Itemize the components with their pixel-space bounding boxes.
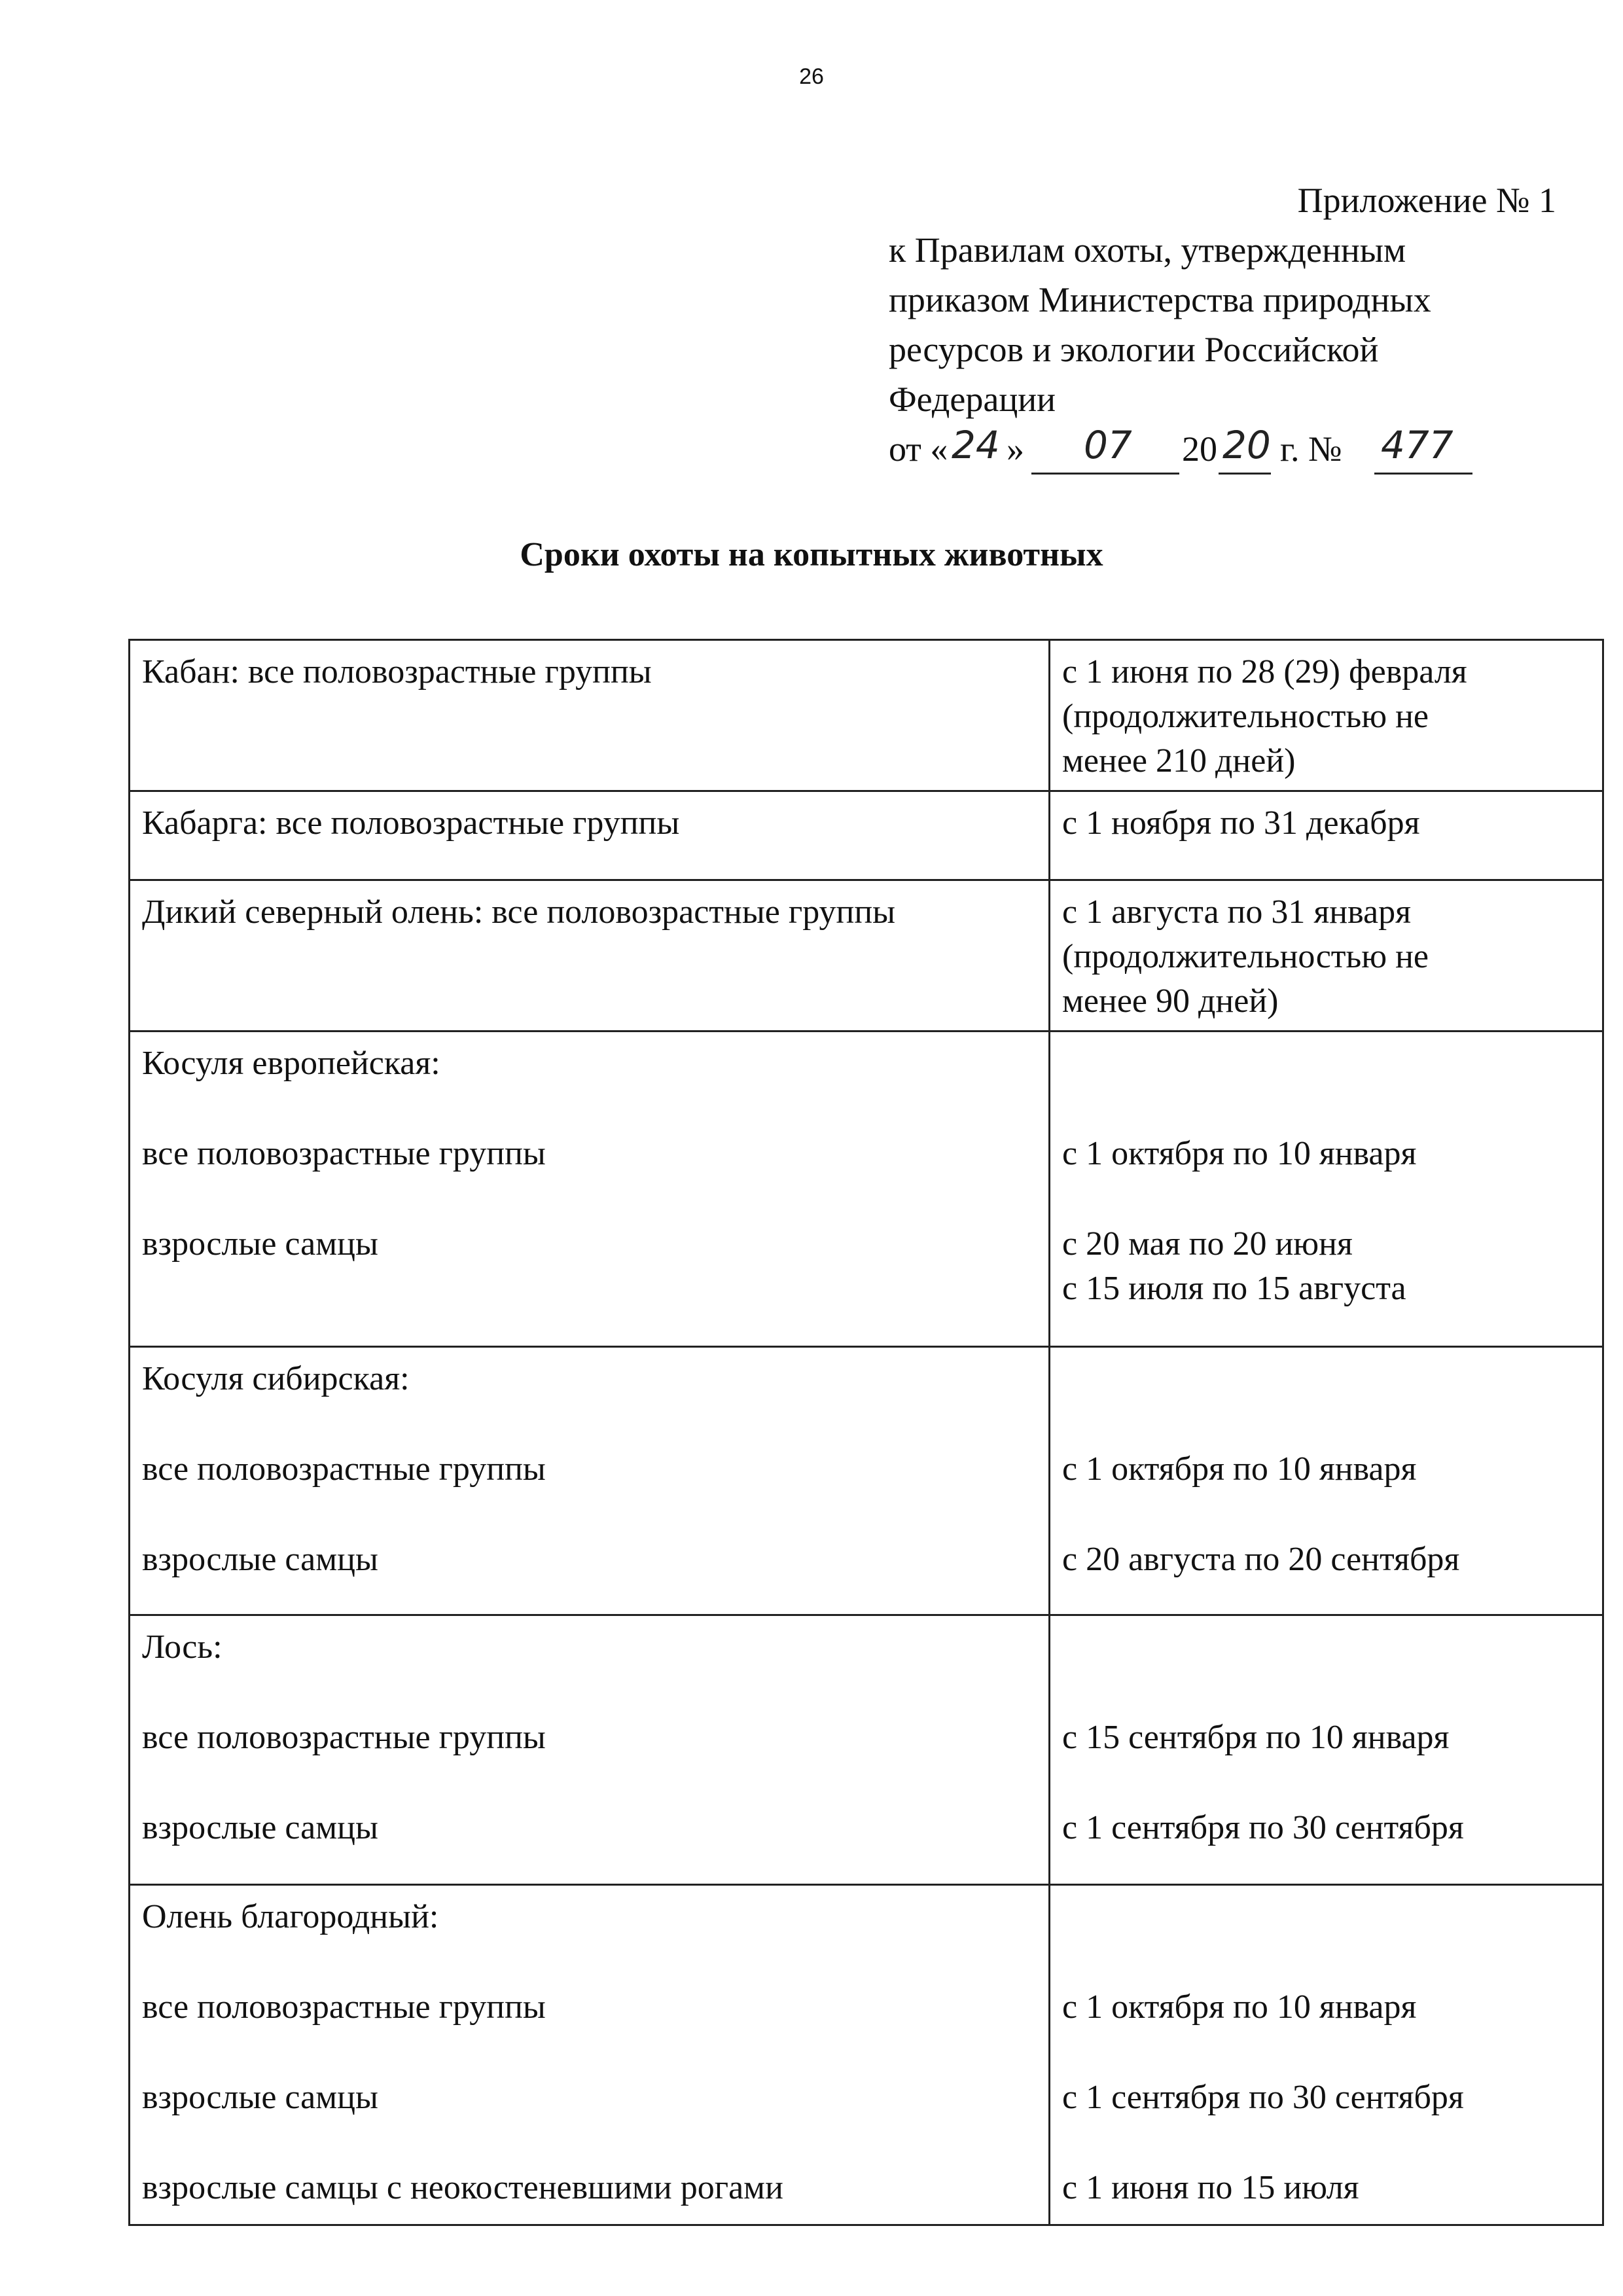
table-row-european-roe-deer [130, 1031, 1603, 1347]
animal-cell [130, 791, 1050, 880]
group-name: все половозрастные группы [142, 1988, 546, 2026]
handwritten-day: 24 [952, 423, 1000, 467]
month-underline [1031, 473, 1179, 475]
appendix-block [889, 175, 1556, 479]
handwritten-number: 477 [1381, 423, 1454, 467]
appendix-title: Приложение № 1 [1297, 181, 1556, 220]
period-line: с 20 августа по 20 сентября [1062, 1541, 1460, 1578]
period-line: с 20 мая по 20 июня [1062, 1225, 1353, 1263]
group-name: взрослые самцы [142, 1541, 378, 1578]
quote-close: » [1007, 429, 1024, 469]
animal-cell [130, 1031, 1050, 1347]
group-name: все половозрастные группы [142, 1719, 546, 1756]
group-name: взрослые самцы [142, 2079, 378, 2116]
period-line: с 1 сентября по 30 сентября [1062, 2079, 1464, 2116]
animal-name: Кабарга: все половозрастные группы [142, 804, 680, 842]
handwritten-year: 20 [1222, 423, 1271, 467]
animal-cell [130, 880, 1050, 1031]
group-name: взрослые самцы с неокостеневшими рогами [142, 2169, 783, 2206]
period-line: (продолжительностью не [1062, 938, 1429, 975]
table-row-red-deer [130, 1885, 1603, 2225]
period-line: с 1 июня по 15 июля [1062, 2169, 1359, 2206]
table-row-wild-boar [130, 640, 1603, 791]
period-cell [1050, 1031, 1603, 1347]
period-line: с 15 июля по 15 августа [1062, 1270, 1406, 1307]
period-line: с 1 сентября по 30 сентября [1062, 1809, 1464, 1846]
animal-cell [130, 640, 1050, 791]
group-name: все половозрастные группы [142, 1450, 546, 1488]
period-cell [1050, 1347, 1603, 1615]
animal-cell [130, 1615, 1050, 1885]
table-row-musk-deer [130, 791, 1603, 880]
period-cell [1050, 880, 1603, 1031]
appendix-line-1: к Правилам охоты, утвержденным [889, 230, 1406, 270]
order-date-line [889, 424, 1556, 479]
appendix-line-3: ресурсов и экологии Российской [889, 330, 1379, 369]
year-prefix: 20 [1182, 429, 1217, 469]
period-line: менее 210 дней) [1062, 742, 1296, 780]
animal-name: Косуля европейская: [142, 1045, 440, 1082]
period-line: менее 90 дней) [1062, 982, 1279, 1020]
number-prefix: г. № [1280, 429, 1342, 469]
period-line: с 1 ноября по 31 декабря [1062, 804, 1420, 842]
animal-name: Олень благородный: [142, 1898, 439, 1935]
animal-name: Кабан: все половозрастные группы [142, 653, 652, 691]
group-name: взрослые самцы [142, 1225, 378, 1263]
period-cell [1050, 1885, 1603, 2225]
document-title: Сроки охоты на копытных животных [520, 536, 1103, 573]
handwritten-month: 07 [1084, 423, 1132, 467]
date-prefix: от « [889, 429, 948, 469]
animal-name: Дикий северный олень: все половозрастные группы [142, 893, 896, 931]
table-row-reindeer [130, 880, 1603, 1031]
appendix-line-4: Федерации [889, 380, 1056, 419]
period-line: с 1 октября по 10 января [1062, 1450, 1417, 1488]
period-line: с 15 сентября по 10 января [1062, 1719, 1450, 1756]
animal-name: Лось: [142, 1628, 223, 1666]
group-name: все половозрастные группы [142, 1135, 546, 1172]
animal-name: Косуля сибирская: [142, 1360, 410, 1397]
table-row-moose [130, 1615, 1603, 1885]
table-row-siberian-roe-deer [130, 1347, 1603, 1615]
period-line: с 1 августа по 31 января [1062, 893, 1411, 931]
animal-cell [130, 1347, 1050, 1615]
hunting-schedule-table [128, 639, 1604, 2226]
period-line: с 1 октября по 10 января [1062, 1135, 1417, 1172]
animal-cell [130, 1885, 1050, 2225]
period-line: (продолжительностью не [1062, 698, 1429, 735]
period-cell [1050, 1615, 1603, 1885]
appendix-line-2: приказом Министерства природных [889, 280, 1431, 319]
page-number: 26 [799, 64, 824, 89]
period-line: с 1 июня по 28 (29) февраля [1062, 653, 1467, 691]
group-name: взрослые самцы [142, 1809, 378, 1846]
year-underline [1219, 473, 1271, 475]
period-line: с 1 октября по 10 января [1062, 1988, 1417, 2026]
period-cell [1050, 791, 1603, 880]
period-cell [1050, 640, 1603, 791]
number-underline [1374, 473, 1472, 475]
